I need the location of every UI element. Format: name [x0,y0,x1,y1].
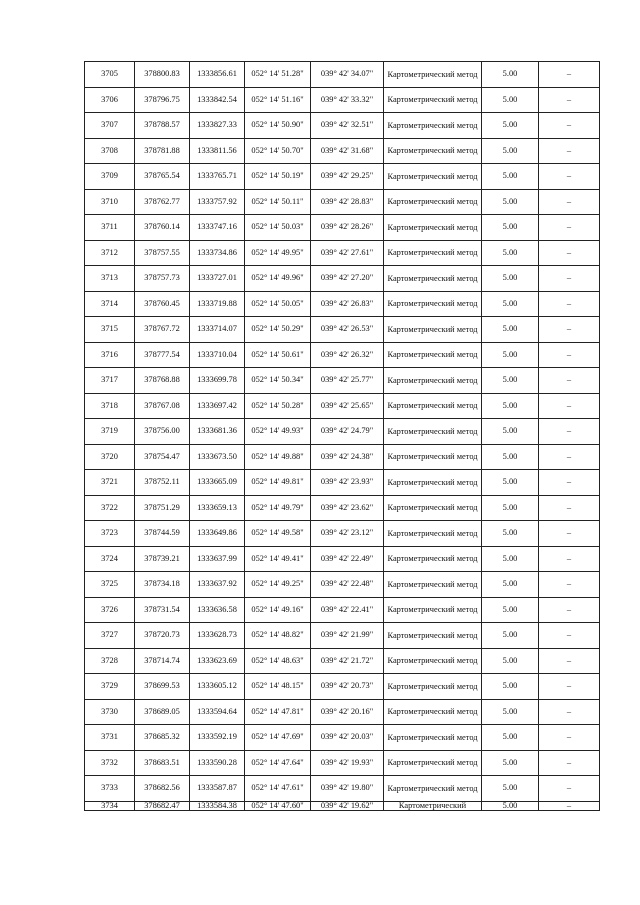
latitude-cell: 052° 14' 50.61" [245,342,311,368]
table-row [85,623,600,649]
longitude-cell: 039° 42' 22.48" [311,572,384,598]
longitude-cell: 039° 42' 23.12" [311,521,384,547]
method-cell: Картометрический метод [384,725,482,751]
y-coordinate-cell: 1333592.19 [190,725,245,751]
x-coordinate-cell: 378752.11 [135,470,190,496]
table-row [85,674,600,700]
method-cell: Картометрический метод [384,342,482,368]
note-cell: – [539,113,600,139]
point-number-cell: 3709 [85,164,135,190]
note-cell: – [539,725,600,751]
point-number-cell: 3707 [85,113,135,139]
y-coordinate-cell: 1333594.64 [190,699,245,725]
note-cell: – [539,62,600,88]
latitude-cell: 052° 14' 49.16" [245,597,311,623]
method-cell: Картометрический метод [384,393,482,419]
y-coordinate-cell: 1333637.92 [190,572,245,598]
point-number-cell: 3706 [85,87,135,113]
method-cell: Картометрический метод [384,291,482,317]
longitude-cell: 039° 42' 32.51" [311,113,384,139]
table-row [85,215,600,241]
y-coordinate-cell: 1333681.36 [190,419,245,445]
y-coordinate-cell: 1333637.99 [190,546,245,572]
longitude-cell: 039° 42' 23.62" [311,495,384,521]
x-coordinate-cell: 378682.47 [135,801,190,810]
accuracy-cell: 5.00 [482,572,539,598]
note-cell: – [539,776,600,802]
point-number-cell: 3713 [85,266,135,292]
longitude-cell: 039° 42' 21.72" [311,648,384,674]
note-cell: – [539,597,600,623]
method-cell: Картометрический метод [384,623,482,649]
point-number-cell: 3712 [85,240,135,266]
point-number-cell: 3734 [85,801,135,810]
longitude-cell: 039° 42' 28.83" [311,189,384,215]
table-row [85,189,600,215]
point-number-cell: 3724 [85,546,135,572]
point-number-cell: 3710 [85,189,135,215]
table-row [85,164,600,190]
y-coordinate-cell: 1333727.01 [190,266,245,292]
accuracy-cell: 5.00 [482,393,539,419]
latitude-cell: 052° 14' 48.82" [245,623,311,649]
y-coordinate-cell: 1333649.86 [190,521,245,547]
table-row [85,495,600,521]
note-cell: – [539,623,600,649]
method-cell: Картометрический метод [384,470,482,496]
latitude-cell: 052° 14' 50.05" [245,291,311,317]
accuracy-cell: 5.00 [482,801,539,810]
latitude-cell: 052° 14' 49.88" [245,444,311,470]
y-coordinate-cell: 1333699.78 [190,368,245,394]
method-cell: Картометрический метод [384,87,482,113]
y-coordinate-cell: 1333827.33 [190,113,245,139]
point-number-cell: 3719 [85,419,135,445]
note-cell: – [539,572,600,598]
x-coordinate-cell: 378699.53 [135,674,190,700]
note-cell: – [539,266,600,292]
latitude-cell: 052° 14' 50.28" [245,393,311,419]
accuracy-cell: 5.00 [482,546,539,572]
accuracy-cell: 5.00 [482,648,539,674]
accuracy-cell: 5.00 [482,521,539,547]
table-row [85,597,600,623]
point-number-cell: 3721 [85,470,135,496]
x-coordinate-cell: 378756.00 [135,419,190,445]
note-cell: – [539,138,600,164]
longitude-cell: 039° 42' 22.49" [311,546,384,572]
accuracy-cell: 5.00 [482,699,539,725]
x-coordinate-cell: 378762.77 [135,189,190,215]
method-cell: Картометрический метод [384,648,482,674]
point-number-cell: 3711 [85,215,135,241]
table-row [85,419,600,445]
point-number-cell: 3718 [85,393,135,419]
y-coordinate-cell: 1333584.38 [190,801,245,810]
latitude-cell: 052° 14' 49.96" [245,266,311,292]
accuracy-cell: 5.00 [482,597,539,623]
accuracy-cell: 5.00 [482,317,539,343]
point-number-cell: 3716 [85,342,135,368]
longitude-cell: 039° 42' 26.53" [311,317,384,343]
x-coordinate-cell: 378739.21 [135,546,190,572]
longitude-cell: 039° 42' 25.65" [311,393,384,419]
point-number-cell: 3730 [85,699,135,725]
latitude-cell: 052° 14' 50.19" [245,164,311,190]
x-coordinate-cell: 378781.88 [135,138,190,164]
method-cell: Картометрический метод [384,572,482,598]
table-row [85,240,600,266]
y-coordinate-cell: 1333587.87 [190,776,245,802]
table-row [85,291,600,317]
table-row [85,317,600,343]
method-cell: Картометрический [384,801,482,810]
latitude-cell: 052° 14' 51.16" [245,87,311,113]
method-cell: Картометрический метод [384,62,482,88]
table-body [85,62,600,811]
longitude-cell: 039° 42' 27.20" [311,266,384,292]
latitude-cell: 052° 14' 47.81" [245,699,311,725]
longitude-cell: 039° 42' 33.32" [311,87,384,113]
x-coordinate-cell: 378720.73 [135,623,190,649]
x-coordinate-cell: 378767.08 [135,393,190,419]
y-coordinate-cell: 1333623.69 [190,648,245,674]
y-coordinate-cell: 1333590.28 [190,750,245,776]
x-coordinate-cell: 378796.75 [135,87,190,113]
latitude-cell: 052° 14' 50.34" [245,368,311,394]
point-number-cell: 3723 [85,521,135,547]
latitude-cell: 052° 14' 50.90" [245,113,311,139]
table-row [85,776,600,802]
accuracy-cell: 5.00 [482,266,539,292]
table-row [85,572,600,598]
longitude-cell: 039° 42' 27.61" [311,240,384,266]
y-coordinate-cell: 1333765.71 [190,164,245,190]
table-row [85,699,600,725]
x-coordinate-cell: 378777.54 [135,342,190,368]
note-cell: – [539,521,600,547]
point-number-cell: 3722 [85,495,135,521]
y-coordinate-cell: 1333811.56 [190,138,245,164]
y-coordinate-cell: 1333757.92 [190,189,245,215]
x-coordinate-cell: 378685.32 [135,725,190,751]
method-cell: Картометрический метод [384,419,482,445]
table-row [85,521,600,547]
note-cell: – [539,393,600,419]
point-number-cell: 3732 [85,750,135,776]
accuracy-cell: 5.00 [482,495,539,521]
longitude-cell: 039° 42' 31.68" [311,138,384,164]
longitude-cell: 039° 42' 20.16" [311,699,384,725]
latitude-cell: 052° 14' 49.81" [245,470,311,496]
x-coordinate-cell: 378683.51 [135,750,190,776]
point-number-cell: 3725 [85,572,135,598]
method-cell: Картометрический метод [384,776,482,802]
point-number-cell: 3717 [85,368,135,394]
longitude-cell: 039° 42' 19.62" [311,801,384,810]
accuracy-cell: 5.00 [482,113,539,139]
longitude-cell: 039° 42' 34.07" [311,62,384,88]
point-number-cell: 3728 [85,648,135,674]
longitude-cell: 039° 42' 25.77" [311,368,384,394]
method-cell: Картометрический метод [384,189,482,215]
method-cell: Картометрический метод [384,495,482,521]
y-coordinate-cell: 1333605.12 [190,674,245,700]
y-coordinate-cell: 1333747.16 [190,215,245,241]
note-cell: – [539,342,600,368]
table-row [85,113,600,139]
note-cell: – [539,674,600,700]
method-cell: Картометрический метод [384,113,482,139]
point-number-cell: 3733 [85,776,135,802]
note-cell: – [539,240,600,266]
latitude-cell: 052° 14' 48.15" [245,674,311,700]
latitude-cell: 052° 14' 47.69" [245,725,311,751]
x-coordinate-cell: 378757.73 [135,266,190,292]
x-coordinate-cell: 378800.83 [135,62,190,88]
method-cell: Картометрический метод [384,444,482,470]
latitude-cell: 052° 14' 49.93" [245,419,311,445]
longitude-cell: 039° 42' 26.32" [311,342,384,368]
table-row [85,138,600,164]
latitude-cell: 052° 14' 49.95" [245,240,311,266]
longitude-cell: 039° 42' 19.93" [311,750,384,776]
point-number-cell: 3720 [85,444,135,470]
note-cell: – [539,546,600,572]
point-number-cell: 3726 [85,597,135,623]
x-coordinate-cell: 378760.45 [135,291,190,317]
latitude-cell: 052° 14' 50.70" [245,138,311,164]
accuracy-cell: 5.00 [482,189,539,215]
method-cell: Картометрический метод [384,215,482,241]
accuracy-cell: 5.00 [482,674,539,700]
x-coordinate-cell: 378731.54 [135,597,190,623]
accuracy-cell: 5.00 [482,776,539,802]
accuracy-cell: 5.00 [482,342,539,368]
accuracy-cell: 5.00 [482,215,539,241]
longitude-cell: 039° 42' 19.80" [311,776,384,802]
method-cell: Картометрический метод [384,240,482,266]
note-cell: – [539,368,600,394]
longitude-cell: 039° 42' 29.25" [311,164,384,190]
y-coordinate-cell: 1333665.09 [190,470,245,496]
table-row [85,87,600,113]
table-row [85,62,600,88]
point-number-cell: 3708 [85,138,135,164]
table-row [85,342,600,368]
longitude-cell: 039° 42' 24.79" [311,419,384,445]
x-coordinate-cell: 378754.47 [135,444,190,470]
x-coordinate-cell: 378788.57 [135,113,190,139]
y-coordinate-cell: 1333673.50 [190,444,245,470]
note-cell: – [539,87,600,113]
method-cell: Картометрический метод [384,546,482,572]
accuracy-cell: 5.00 [482,750,539,776]
y-coordinate-cell: 1333659.13 [190,495,245,521]
longitude-cell: 039° 42' 20.03" [311,725,384,751]
method-cell: Картометрический метод [384,597,482,623]
point-number-cell: 3715 [85,317,135,343]
accuracy-cell: 5.00 [482,470,539,496]
point-number-cell: 3731 [85,725,135,751]
method-cell: Картометрический метод [384,699,482,725]
x-coordinate-cell: 378682.56 [135,776,190,802]
latitude-cell: 052° 14' 51.28" [245,62,311,88]
latitude-cell: 052° 14' 47.64" [245,750,311,776]
method-cell: Картометрический метод [384,164,482,190]
y-coordinate-cell: 1333856.61 [190,62,245,88]
latitude-cell: 052° 14' 49.79" [245,495,311,521]
x-coordinate-cell: 378744.59 [135,521,190,547]
note-cell: – [539,419,600,445]
y-coordinate-cell: 1333714.07 [190,317,245,343]
note-cell: – [539,215,600,241]
note-cell: – [539,291,600,317]
accuracy-cell: 5.00 [482,240,539,266]
note-cell: – [539,750,600,776]
y-coordinate-cell: 1333734.86 [190,240,245,266]
x-coordinate-cell: 378714.74 [135,648,190,674]
accuracy-cell: 5.00 [482,138,539,164]
table-row [85,368,600,394]
y-coordinate-cell: 1333719.88 [190,291,245,317]
accuracy-cell: 5.00 [482,368,539,394]
method-cell: Картометрический метод [384,674,482,700]
table-row [85,725,600,751]
x-coordinate-cell: 378751.29 [135,495,190,521]
x-coordinate-cell: 378689.05 [135,699,190,725]
x-coordinate-cell: 378734.18 [135,572,190,598]
method-cell: Картометрический метод [384,317,482,343]
y-coordinate-cell: 1333842.54 [190,87,245,113]
method-cell: Картометрический метод [384,750,482,776]
longitude-cell: 039° 42' 22.41" [311,597,384,623]
longitude-cell: 039° 42' 23.93" [311,470,384,496]
accuracy-cell: 5.00 [482,291,539,317]
accuracy-cell: 5.00 [482,419,539,445]
latitude-cell: 052° 14' 49.41" [245,546,311,572]
longitude-cell: 039° 42' 24.38" [311,444,384,470]
table-row [85,801,600,810]
x-coordinate-cell: 378760.14 [135,215,190,241]
accuracy-cell: 5.00 [482,87,539,113]
x-coordinate-cell: 378757.55 [135,240,190,266]
latitude-cell: 052° 14' 50.11" [245,189,311,215]
longitude-cell: 039° 42' 20.73" [311,674,384,700]
accuracy-cell: 5.00 [482,62,539,88]
table-row [85,444,600,470]
note-cell: – [539,444,600,470]
method-cell: Картометрический метод [384,368,482,394]
latitude-cell: 052° 14' 47.61" [245,776,311,802]
accuracy-cell: 5.00 [482,623,539,649]
latitude-cell: 052° 14' 50.03" [245,215,311,241]
method-cell: Картометрический метод [384,138,482,164]
point-number-cell: 3714 [85,291,135,317]
x-coordinate-cell: 378768.88 [135,368,190,394]
latitude-cell: 052° 14' 47.60" [245,801,311,810]
coordinates-table [84,61,600,811]
x-coordinate-cell: 378767.72 [135,317,190,343]
latitude-cell: 052° 14' 49.58" [245,521,311,547]
y-coordinate-cell: 1333697.42 [190,393,245,419]
table-row [85,546,600,572]
latitude-cell: 052° 14' 50.29" [245,317,311,343]
note-cell: – [539,648,600,674]
y-coordinate-cell: 1333628.73 [190,623,245,649]
point-number-cell: 3727 [85,623,135,649]
x-coordinate-cell: 378765.54 [135,164,190,190]
longitude-cell: 039° 42' 26.83" [311,291,384,317]
note-cell: – [539,699,600,725]
table-row [85,648,600,674]
y-coordinate-cell: 1333710.04 [190,342,245,368]
note-cell: – [539,164,600,190]
note-cell: – [539,470,600,496]
longitude-cell: 039° 42' 21.99" [311,623,384,649]
latitude-cell: 052° 14' 48.63" [245,648,311,674]
table-row [85,393,600,419]
point-number-cell: 3705 [85,62,135,88]
note-cell: – [539,317,600,343]
note-cell: – [539,801,600,810]
point-number-cell: 3729 [85,674,135,700]
y-coordinate-cell: 1333636.58 [190,597,245,623]
table-row [85,750,600,776]
accuracy-cell: 5.00 [482,164,539,190]
table-row [85,266,600,292]
accuracy-cell: 5.00 [482,725,539,751]
latitude-cell: 052° 14' 49.25" [245,572,311,598]
accuracy-cell: 5.00 [482,444,539,470]
method-cell: Картометрический метод [384,521,482,547]
note-cell: – [539,495,600,521]
note-cell: – [539,189,600,215]
table-row [85,470,600,496]
longitude-cell: 039° 42' 28.26" [311,215,384,241]
method-cell: Картометрический метод [384,266,482,292]
